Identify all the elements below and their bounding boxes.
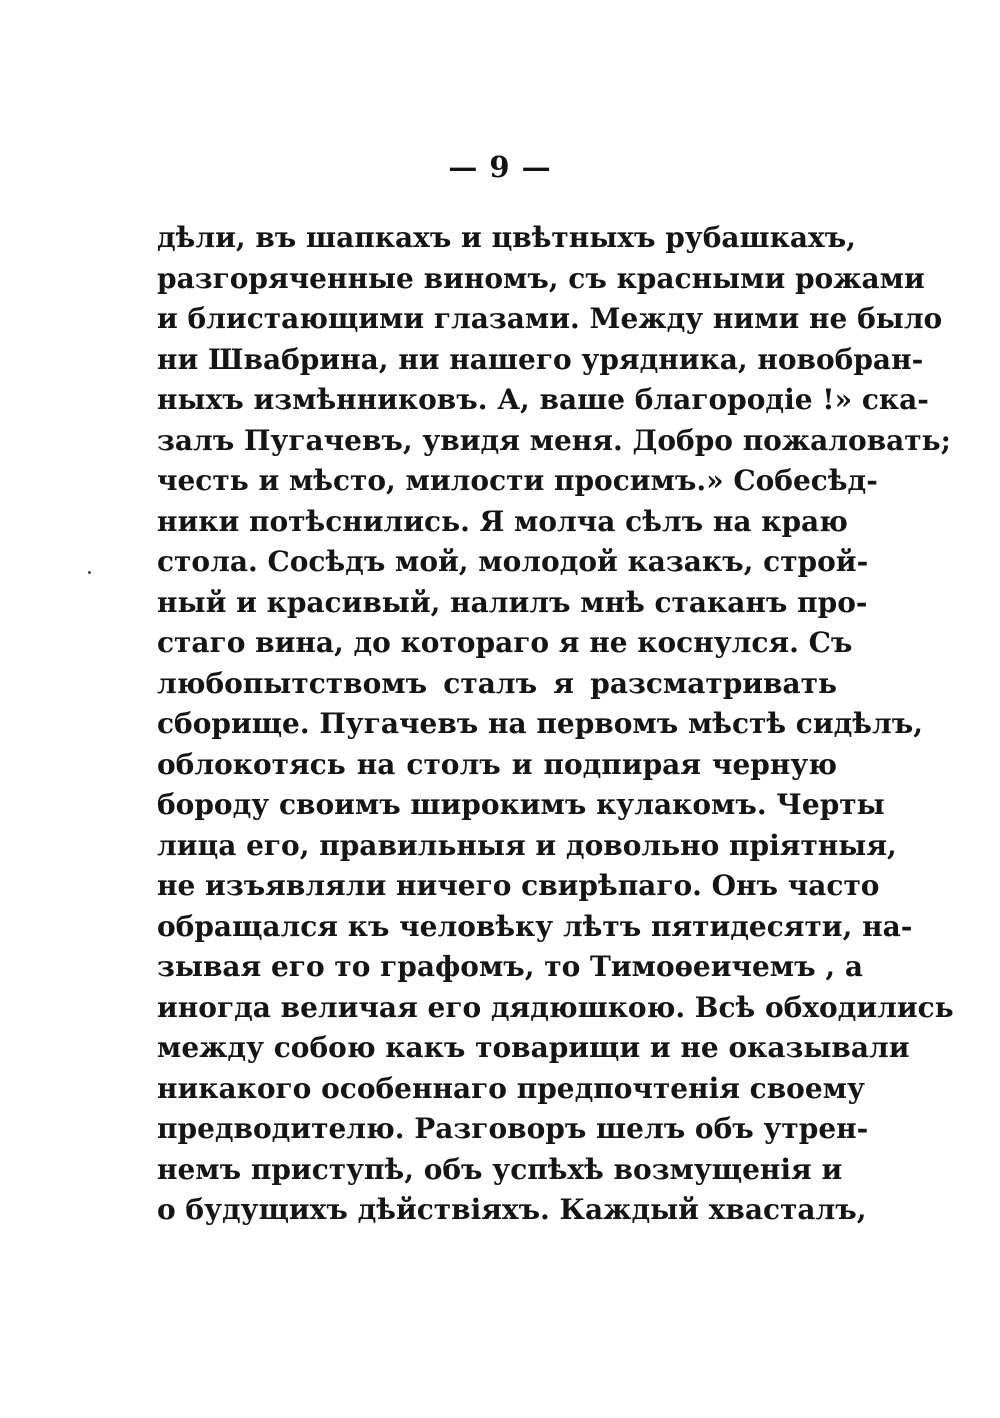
text-line: ни Швабрина, ни нашего урядника, новобран- (157, 342, 924, 376)
text-line: стаго вина, до котораго я не коснулся. Съ (157, 626, 853, 659)
text-line: залъ Пугачевъ, увидя меня. Добро пожаловать; (157, 423, 951, 457)
text-line: дѣли, въ шапкахъ и цвѣтныхъ рубашкахъ, (157, 221, 856, 254)
text-line: сборище. Пугачевъ на первомъ мѣстѣ сидѣлъ, (157, 707, 923, 740)
text-line: иногда величая его дядюшкою. Всѣ обходились (157, 990, 954, 1024)
text-line: облокотясь на столъ и подпирая черную (157, 747, 837, 781)
page-number: — 9 — (448, 150, 552, 184)
body-text (157, 218, 954, 1231)
text-line: любопытствомъ сталъ я разсматривать (157, 666, 837, 700)
text-line: бороду своимъ широкимъ кулакомъ. Черты (157, 788, 885, 821)
text-line: ники потѣснились. Я молча сѣлъ на краю (157, 504, 848, 538)
text-line: ныхъ измѣнниковъ. А, ваше благородіе !» ска- (157, 383, 929, 416)
text-line: обращался къ человѣку лѣтъ пятидесяти, на- (157, 909, 913, 943)
text-line: зывая его то графомъ, то Тимоѳеичемъ , а (157, 950, 863, 983)
text-line: между собою какъ товарищи и не оказывали (157, 1031, 910, 1064)
text-line: стола. Сосѣдъ мой, молодой казакъ, строй- (157, 545, 869, 578)
text-line: честь и мѣсто, милости просимъ.» Собесѣд- (157, 464, 878, 497)
text-line: предводителю. Разговоръ шелъ объ утрен- (157, 1112, 869, 1145)
text-line: не изъявляли ничего свирѣпаго. Онъ часто (157, 869, 880, 902)
text-line: лица его, правильныя и довольно пріятныя, (157, 828, 897, 862)
scan-speck (88, 571, 91, 574)
text-line: ный и красивый, налилъ мнѣ стаканъ про- (157, 585, 868, 619)
text-line: никакого особеннаго предпочтенія своему (157, 1071, 865, 1105)
text-line: разгоряченные виномъ, съ красными рожами (157, 261, 925, 295)
text-line: о будущихъ дѣйствіяхъ. Каждый хвасталъ, (157, 1193, 867, 1226)
text-line: немъ приступѣ, объ успѣхѣ возмущенія и (157, 1152, 843, 1186)
text-line: и блистающими глазами. Между ними не было (157, 302, 943, 335)
